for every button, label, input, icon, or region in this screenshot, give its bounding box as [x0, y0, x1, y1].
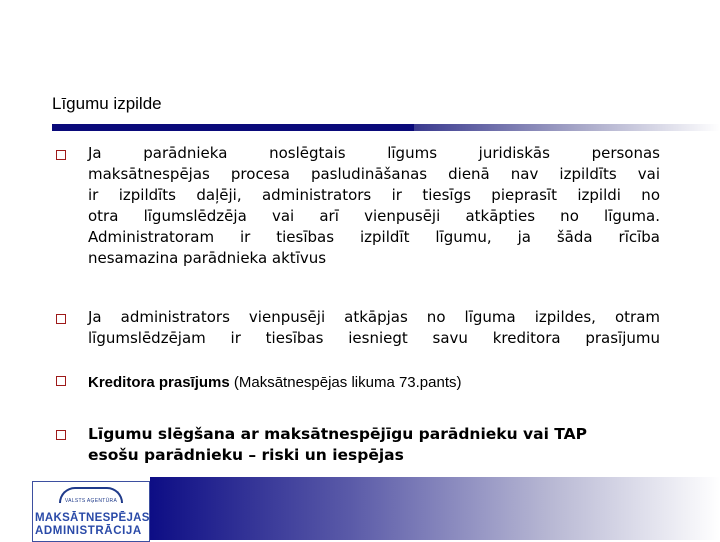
text-line: otra līgumslēdzēja vai arī vienpusēji atkāpties no līguma. [88, 207, 660, 225]
slide-title: Līgumu izpilde [52, 94, 162, 113]
law-reference: (Maksātnespējas likuma 73.pants) [229, 374, 462, 391]
text-line: nesamazina parādnieka aktīvus [88, 249, 327, 267]
bullet-4-text [88, 424, 668, 466]
footer-gradient-band [150, 477, 720, 540]
bullet-1-text [88, 143, 660, 269]
logo-line-2: ADMINISTRĀCIJA [35, 525, 142, 537]
agency-logo [32, 481, 150, 542]
bullet-3-text [88, 372, 660, 393]
text-line: Ja parādnieka noslēgtais līgums juridiskās personas [88, 144, 660, 162]
bullet-square-icon [56, 376, 66, 386]
text-line: maksātnespējas procesa pasludināšanas dienā nav izpildīts vai [88, 165, 660, 183]
bullet-square-icon [56, 314, 66, 324]
bullet-2-text [88, 307, 660, 349]
text-line: līgumslēdzējam ir tiesības iesniegt savu kreditora prasījumu [88, 329, 660, 347]
text-line: Līgumu slēgšana ar maksātnespējīgu parādnieku vai TAP [88, 425, 588, 443]
text-line: ir izpildīts daļēji, administrators ir tiesīgs pieprasīt izpildi no [88, 186, 660, 204]
title-underline-gradient [414, 124, 720, 131]
logo-line-1: MAKSĀTNESPĒJAS [35, 512, 150, 524]
bullet-square-icon [56, 430, 66, 440]
text-line: Administratoram ir tiesības izpildīt līgumu, ja šāda rīcība [88, 228, 660, 246]
bold-term: Kreditora prasījums [88, 374, 230, 391]
logo-subtitle: VALSTS AĢENTŪRA [64, 498, 118, 504]
bullet-square-icon [56, 150, 66, 160]
text-line: esošu parādnieku – riski un iespējas [88, 446, 404, 464]
title-underline-bar [52, 124, 414, 131]
logo-emblem [39, 485, 143, 507]
text-line: Ja administrators vienpusēji atkāpjas no līguma izpildes, otram [88, 308, 660, 326]
